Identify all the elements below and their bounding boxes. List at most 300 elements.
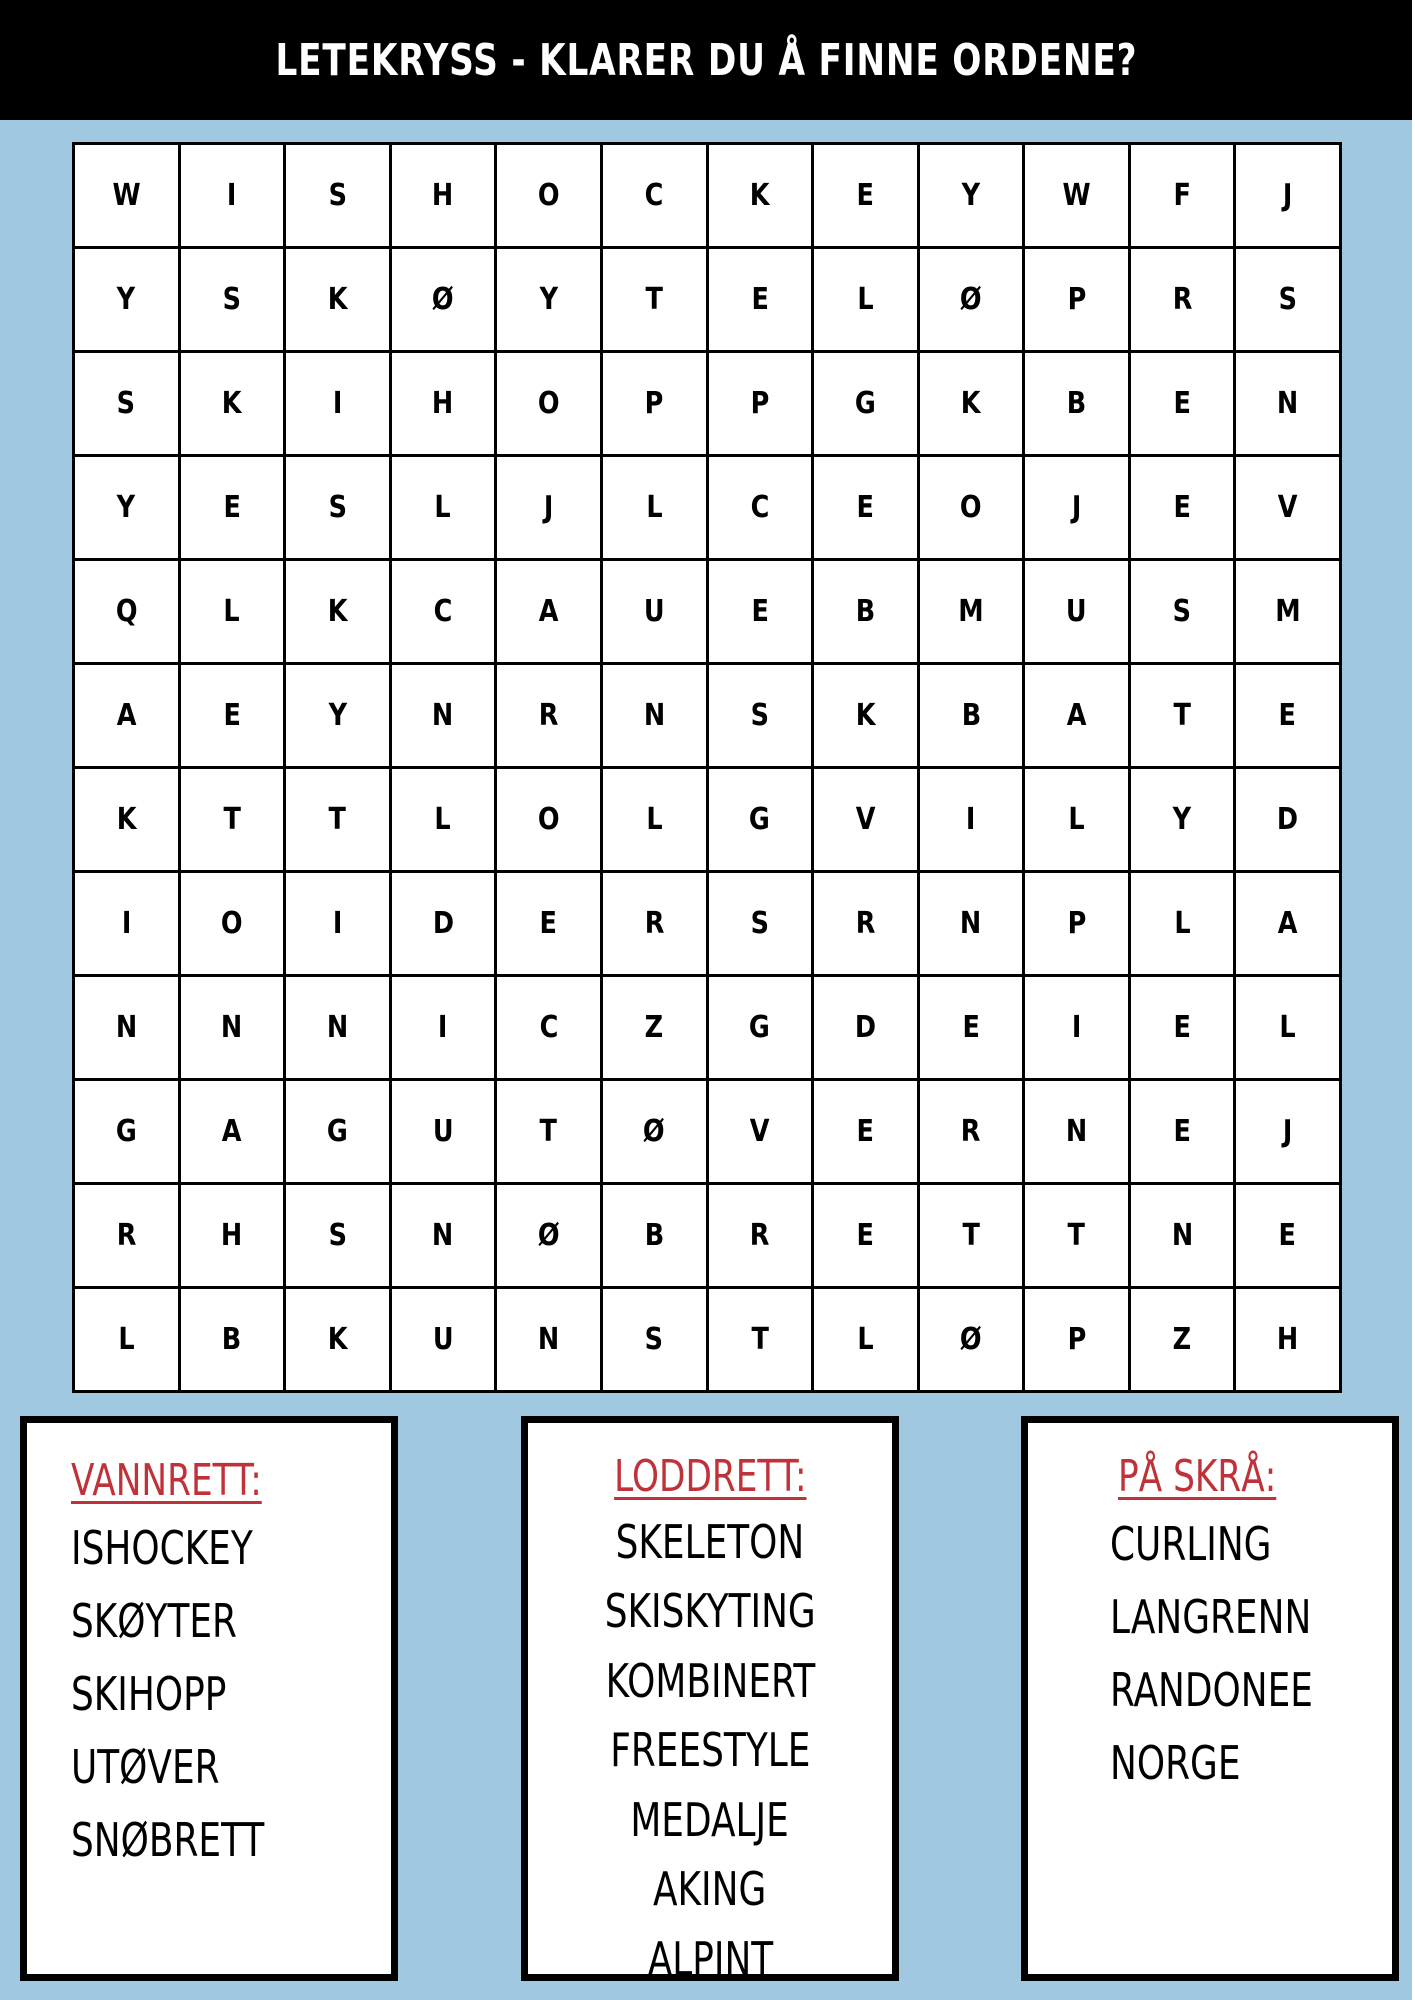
grid-letter: K — [327, 282, 348, 317]
grid-cell[interactable] — [814, 249, 917, 350]
grid-letter: N — [1171, 1218, 1193, 1253]
grid-letter: K — [221, 386, 242, 421]
grid-letter: C — [433, 594, 453, 629]
grid-cell[interactable] — [75, 1081, 178, 1182]
grid-letter: N — [432, 698, 454, 733]
grid-letter: U — [432, 1114, 454, 1149]
grid-letter: Ø — [643, 1114, 666, 1149]
grid-cell[interactable] — [75, 665, 178, 766]
page-title: LETEKRYSS - KLARER DU Å FINNE ORDENE? — [275, 34, 1137, 86]
grid-cell[interactable] — [709, 873, 812, 974]
grid-cell[interactable] — [709, 769, 812, 870]
grid-letter: N — [221, 1010, 243, 1045]
grid-cell[interactable] — [75, 561, 178, 662]
grid-letter: U — [432, 1322, 454, 1357]
grid-letter: F — [1173, 178, 1191, 213]
grid-cell[interactable] — [392, 145, 495, 246]
list-item — [1110, 1726, 1370, 1799]
grid-cell[interactable] — [1025, 249, 1128, 350]
grid-cell[interactable] — [709, 1185, 812, 1286]
grid-cell[interactable] — [392, 873, 495, 974]
grid-letter: Ø — [537, 1218, 560, 1253]
grid-letter: P — [1067, 906, 1086, 941]
word-horizontal: SNØBRETT — [71, 1812, 265, 1867]
grid-cell[interactable] — [920, 249, 1023, 350]
grid-letter: H — [221, 1218, 243, 1253]
word-vertical: MEDALJE — [630, 1792, 790, 1847]
grid-letter: P — [1067, 282, 1086, 317]
grid-cell[interactable] — [1025, 1081, 1128, 1182]
grid-cell[interactable] — [920, 665, 1023, 766]
grid-cell[interactable] — [75, 249, 178, 350]
grid-cell[interactable] — [286, 561, 389, 662]
grid-letter: N — [1277, 386, 1299, 421]
grid-letter: Ø — [960, 282, 982, 317]
grid-cell[interactable] — [920, 561, 1023, 662]
grid-letter: Y — [539, 282, 558, 317]
grid-cell[interactable] — [603, 873, 706, 974]
grid-cell[interactable] — [1236, 1289, 1339, 1390]
grid-letter: Z — [1172, 1322, 1192, 1357]
grid-cell[interactable] — [286, 665, 389, 766]
grid-letter: T — [751, 1322, 769, 1357]
list-item — [71, 1730, 319, 1803]
word-vertical: AKING — [653, 1862, 767, 1917]
grid-cell[interactable] — [709, 977, 812, 1078]
grid-letter: T — [539, 1114, 558, 1149]
grid-letter: I — [332, 386, 343, 421]
grid-letter: P — [1067, 1322, 1086, 1357]
grid-cell[interactable] — [814, 873, 917, 974]
grid-letter: G — [854, 386, 876, 421]
grid-cell[interactable] — [75, 1185, 178, 1286]
grid-letter: A — [1277, 906, 1298, 941]
grid-cell[interactable] — [603, 145, 706, 246]
grid-cell[interactable] — [181, 1081, 284, 1182]
grid-letter: I — [227, 178, 237, 213]
grid-cell[interactable] — [920, 873, 1023, 974]
grid-cell[interactable] — [75, 457, 178, 558]
grid-cell[interactable] — [286, 457, 389, 558]
grid-letter: V — [1277, 490, 1298, 525]
grid-letter: U — [643, 594, 665, 629]
grid-cell[interactable] — [709, 665, 812, 766]
grid-letter: T — [328, 802, 347, 837]
grid-letter: M — [958, 594, 984, 629]
grid-cell[interactable] — [181, 769, 284, 870]
grid-letter: G — [749, 1010, 771, 1045]
grid-cell[interactable] — [1131, 561, 1234, 662]
grid-cell[interactable] — [392, 353, 495, 454]
grid-cell[interactable] — [1236, 873, 1339, 974]
grid-cell[interactable] — [286, 1081, 389, 1182]
grid-letter: I — [438, 1010, 448, 1045]
grid-cell[interactable] — [392, 977, 495, 1078]
grid-cell[interactable] — [497, 665, 600, 766]
grid-cell[interactable] — [603, 561, 706, 662]
grid-letter: C — [644, 178, 664, 213]
grid-letter: Y — [1172, 802, 1192, 837]
grid-letter: W — [112, 178, 141, 213]
grid-letter: L — [434, 802, 452, 837]
list-item — [528, 1785, 892, 1855]
word-diagonal: RANDONEE — [1110, 1662, 1313, 1717]
grid-letter: E — [1278, 1218, 1297, 1253]
grid-cell[interactable] — [1025, 769, 1128, 870]
grid-cell[interactable] — [392, 561, 495, 662]
grid-cell[interactable] — [392, 457, 495, 558]
list-item — [528, 1507, 892, 1577]
grid-cell[interactable] — [1131, 249, 1234, 350]
grid-cell[interactable] — [814, 561, 917, 662]
grid-cell[interactable] — [1236, 665, 1339, 766]
grid-cell[interactable] — [1131, 145, 1234, 246]
grid-letter: G — [115, 1114, 137, 1149]
grid-letter: L — [646, 802, 663, 837]
grid-letter: L — [1068, 802, 1085, 837]
grid-cell[interactable] — [709, 249, 812, 350]
grid-cell[interactable] — [392, 769, 495, 870]
grid-letter: K — [116, 802, 137, 837]
grid-cell[interactable] — [75, 873, 178, 974]
grid-letter: E — [539, 906, 558, 941]
word-vertical: SKISKYTING — [604, 1584, 816, 1639]
grid-cell[interactable] — [1025, 561, 1128, 662]
grid-cell[interactable] — [497, 1289, 600, 1390]
grid-cell[interactable] — [181, 353, 284, 454]
grid-cell[interactable] — [497, 873, 600, 974]
grid-cell[interactable] — [709, 457, 812, 558]
grid-cell[interactable] — [603, 457, 706, 558]
grid-cell[interactable] — [181, 1185, 284, 1286]
grid-cell[interactable] — [497, 769, 600, 870]
grid-cell[interactable] — [920, 1081, 1023, 1182]
grid-cell[interactable] — [286, 249, 389, 350]
grid-cell[interactable] — [181, 977, 284, 1078]
grid-letter: N — [115, 1010, 137, 1045]
grid-letter: S — [328, 1218, 347, 1253]
grid-cell[interactable] — [920, 353, 1023, 454]
grid-cell[interactable] — [1236, 249, 1339, 350]
word-horizontal: ISHOCKEY — [71, 1520, 253, 1575]
grid-cell[interactable] — [920, 1185, 1023, 1286]
list-item — [528, 1855, 892, 1925]
grid-letter: J — [1282, 178, 1293, 213]
grid-letter: N — [643, 698, 665, 733]
list-item — [528, 1577, 892, 1647]
grid-letter: E — [751, 282, 769, 317]
grid-letter: H — [432, 178, 454, 213]
grid-letter: P — [750, 386, 770, 421]
grid-letter: C — [539, 1010, 558, 1045]
list-title-vertical: LODDRETT: — [613, 1450, 807, 1502]
grid-cell[interactable] — [392, 249, 495, 350]
grid-cell[interactable] — [709, 561, 812, 662]
grid-letter: I — [121, 906, 132, 941]
grid-letter: A — [1066, 698, 1087, 733]
grid-letter: Y — [961, 178, 981, 213]
word-vertical: SKELETON — [615, 1514, 805, 1569]
grid-cell[interactable] — [814, 145, 917, 246]
word-diagonal: CURLING — [1110, 1516, 1272, 1571]
grid-cell[interactable] — [920, 1289, 1023, 1390]
grid-letter: L — [434, 490, 452, 525]
grid-letter: J — [1071, 490, 1082, 525]
word-horizontal: SKØYTER — [71, 1593, 237, 1648]
grid-cell[interactable] — [603, 1289, 706, 1390]
grid-cell[interactable] — [75, 977, 178, 1078]
grid-letter: D — [1277, 802, 1299, 837]
grid-letter: P — [644, 386, 664, 421]
grid-letter: O — [537, 386, 560, 421]
grid-letter: S — [1278, 282, 1297, 317]
grid-cell[interactable] — [392, 1185, 495, 1286]
grid-letter: E — [856, 1114, 875, 1149]
grid-cell[interactable] — [497, 145, 600, 246]
grid-letter: K — [961, 386, 981, 421]
grid-cell[interactable] — [1236, 353, 1339, 454]
grid-letter: H — [432, 386, 454, 421]
grid-cell[interactable] — [181, 561, 284, 662]
grid-cell[interactable] — [814, 1185, 917, 1286]
grid-cell[interactable] — [497, 353, 600, 454]
grid-cell[interactable] — [1025, 457, 1128, 558]
grid-cell[interactable] — [1131, 1289, 1234, 1390]
grid-cell[interactable] — [1131, 353, 1234, 454]
word-vertical: ALPINT — [647, 1931, 773, 1986]
grid-cell[interactable] — [603, 769, 706, 870]
list-item — [71, 1511, 319, 1584]
grid-letter: K — [749, 178, 770, 213]
grid-letter: Ø — [960, 1322, 982, 1357]
grid-cell[interactable] — [497, 977, 600, 1078]
grid-cell[interactable] — [814, 977, 917, 1078]
grid-cell[interactable] — [497, 561, 600, 662]
grid-cell[interactable] — [286, 353, 389, 454]
grid-letter: A — [538, 594, 559, 629]
grid-cell[interactable] — [603, 977, 706, 1078]
grid-cell[interactable] — [497, 1185, 600, 1286]
grid-cell[interactable] — [1131, 977, 1234, 1078]
grid-cell[interactable] — [1025, 665, 1128, 766]
grid-cell[interactable] — [75, 769, 178, 870]
grid-cell[interactable] — [1236, 457, 1339, 558]
grid-letter: E — [1173, 1010, 1191, 1045]
list-item — [71, 1803, 319, 1876]
word-list-vertical — [521, 1416, 899, 1986]
grid-cell[interactable] — [392, 665, 495, 766]
grid-letter: E — [1173, 490, 1191, 525]
word-horizontal: SKIHOPP — [71, 1666, 227, 1721]
grid-cell[interactable] — [920, 977, 1023, 1078]
grid-letter: N — [960, 906, 982, 941]
grid-letter: K — [327, 1322, 348, 1357]
word-vertical: KOMBINERT — [605, 1653, 815, 1708]
grid-cell[interactable] — [286, 1289, 389, 1390]
grid-cell[interactable] — [1025, 145, 1128, 246]
grid-letter: D — [854, 1010, 876, 1045]
grid-letter: E — [856, 1218, 875, 1253]
grid-letter: A — [221, 1114, 242, 1149]
grid-letter: B — [644, 1218, 664, 1253]
grid-cell[interactable] — [75, 1289, 178, 1390]
grid-cell[interactable] — [603, 665, 706, 766]
grid-cell[interactable] — [181, 249, 284, 350]
grid-letter: T — [645, 282, 663, 317]
grid-cell[interactable] — [286, 145, 389, 246]
grid-letter: D — [432, 906, 454, 941]
grid-cell[interactable] — [392, 1289, 495, 1390]
grid-letter: O — [960, 490, 982, 525]
grid-letter: L — [857, 1322, 874, 1357]
list-title-diagonal: PÅ SKRÅ: — [1118, 1450, 1277, 1502]
grid-letter: E — [856, 178, 875, 213]
grid-cell[interactable] — [709, 145, 812, 246]
grid-letter: L — [1279, 1010, 1296, 1045]
word-diagonal: LANGRENN — [1110, 1589, 1312, 1644]
list-item — [1110, 1507, 1370, 1580]
grid-cell[interactable] — [1025, 353, 1128, 454]
list-item — [528, 1716, 892, 1786]
grid-letter: M — [1275, 594, 1301, 629]
grid-letter: L — [1173, 906, 1191, 941]
grid-cell[interactable] — [814, 1289, 917, 1390]
grid-cell[interactable] — [286, 873, 389, 974]
grid-letter: Y — [328, 698, 347, 733]
grid-letter: T — [223, 802, 241, 837]
word-list-horizontal — [20, 1416, 398, 1981]
grid-cell[interactable] — [1025, 977, 1128, 1078]
grid-cell[interactable] — [709, 353, 812, 454]
grid-letter: S — [750, 698, 769, 733]
grid-cell[interactable] — [1131, 1185, 1234, 1286]
word-vertical: FREESTYLE — [609, 1723, 811, 1778]
list-item — [1110, 1653, 1370, 1726]
grid-cell[interactable] — [1236, 769, 1339, 870]
grid-letter: Y — [117, 282, 136, 317]
grid-cell[interactable] — [1236, 1185, 1339, 1286]
grid-letter: E — [223, 490, 241, 525]
grid-cell[interactable] — [920, 769, 1023, 870]
grid-letter: R — [749, 1218, 770, 1253]
word-search-grid — [72, 142, 1342, 1393]
grid-cell[interactable] — [497, 1081, 600, 1182]
grid-cell[interactable] — [497, 249, 600, 350]
grid-letter: E — [751, 594, 769, 629]
grid-cell[interactable] — [392, 1081, 495, 1182]
word-list-diagonal — [1021, 1416, 1399, 1981]
grid-letter: Ø — [432, 282, 454, 317]
grid-letter: E — [1278, 698, 1297, 733]
grid-letter: T — [1067, 1218, 1086, 1253]
list-title-horizontal: VANNRETT: — [71, 1454, 262, 1506]
grid-cell[interactable] — [1131, 769, 1234, 870]
grid-cell[interactable] — [920, 145, 1023, 246]
grid-cell[interactable] — [1236, 145, 1339, 246]
list-item — [528, 1646, 892, 1716]
grid-letter: K — [327, 594, 348, 629]
grid-cell[interactable] — [286, 1185, 389, 1286]
grid-cell[interactable] — [603, 1185, 706, 1286]
grid-cell[interactable] — [920, 457, 1023, 558]
grid-cell[interactable] — [497, 457, 600, 558]
grid-cell[interactable] — [709, 1081, 812, 1182]
grid-cell[interactable] — [814, 457, 917, 558]
grid-letter: G — [749, 802, 771, 837]
grid-cell[interactable] — [1025, 1289, 1128, 1390]
grid-letter: Z — [644, 1010, 664, 1045]
grid-cell[interactable] — [709, 1289, 812, 1390]
grid-cell[interactable] — [603, 1081, 706, 1182]
grid-letter: O — [537, 178, 560, 213]
grid-cell[interactable] — [181, 873, 284, 974]
grid-cell[interactable] — [814, 769, 917, 870]
grid-cell[interactable] — [603, 249, 706, 350]
grid-cell[interactable] — [814, 665, 917, 766]
grid-cell[interactable] — [1131, 1081, 1234, 1182]
grid-letter: E — [223, 698, 241, 733]
grid-cell[interactable] — [181, 145, 284, 246]
grid-cell[interactable] — [814, 1081, 917, 1182]
grid-letter: Q — [115, 594, 138, 629]
grid-cell[interactable] — [1236, 561, 1339, 662]
grid-letter: B — [222, 1322, 242, 1357]
grid-letter: R — [855, 906, 876, 941]
list-item — [71, 1584, 319, 1657]
grid-letter: R — [644, 906, 665, 941]
grid-letter: O — [537, 802, 560, 837]
grid-letter: B — [961, 698, 981, 733]
grid-letter: I — [332, 906, 343, 941]
grid-cell[interactable] — [286, 769, 389, 870]
word-horizontal: UTØVER — [71, 1739, 220, 1794]
grid-cell[interactable] — [1025, 1185, 1128, 1286]
grid-cell[interactable] — [75, 353, 178, 454]
grid-cell[interactable] — [181, 665, 284, 766]
grid-letter: N — [537, 1322, 560, 1357]
grid-letter: I — [1071, 1010, 1082, 1045]
grid-cell[interactable] — [75, 145, 178, 246]
grid-letter: E — [962, 1010, 980, 1045]
grid-cell[interactable] — [1236, 977, 1339, 1078]
grid-letter: R — [538, 698, 559, 733]
grid-letter: L — [646, 490, 663, 525]
grid-cell[interactable] — [1131, 665, 1234, 766]
list-item — [71, 1657, 319, 1730]
grid-letter: N — [432, 1218, 454, 1253]
word-diagonal: NORGE — [1110, 1735, 1241, 1790]
grid-cell[interactable] — [1025, 873, 1128, 974]
grid-cell[interactable] — [1236, 1081, 1339, 1182]
grid-cell[interactable] — [181, 1289, 284, 1390]
grid-cell[interactable] — [814, 353, 917, 454]
grid-cell[interactable] — [181, 457, 284, 558]
grid-letter: S — [750, 906, 769, 941]
grid-letter: B — [855, 594, 876, 629]
grid-letter: L — [223, 594, 240, 629]
grid-cell[interactable] — [603, 353, 706, 454]
grid-letter: H — [1277, 1322, 1299, 1357]
grid-letter: S — [222, 282, 242, 317]
grid-cell[interactable] — [286, 977, 389, 1078]
grid-letter: T — [962, 1218, 980, 1253]
grid-cell[interactable] — [1131, 457, 1234, 558]
grid-letter: L — [857, 282, 874, 317]
grid-letter: S — [117, 386, 136, 421]
list-item — [1110, 1580, 1370, 1653]
grid-letter: C — [750, 490, 770, 525]
grid-cell[interactable] — [1131, 873, 1234, 974]
